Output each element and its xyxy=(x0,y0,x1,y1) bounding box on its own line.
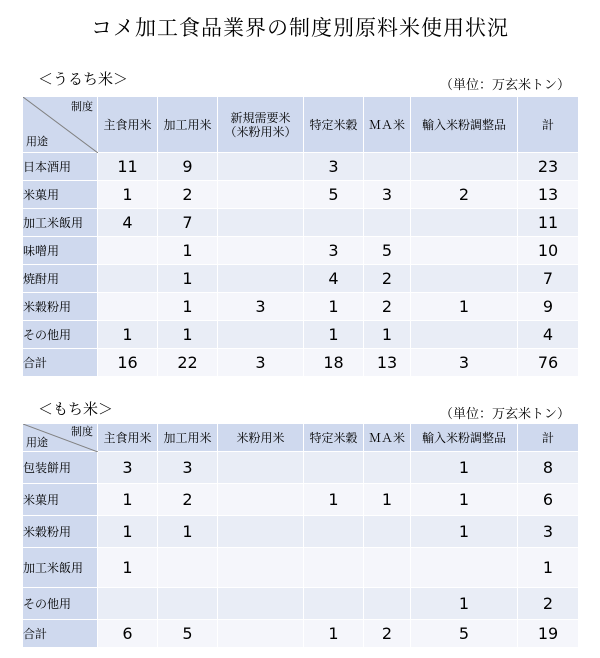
table-cell: 6 xyxy=(518,484,579,516)
table-row xyxy=(23,516,579,548)
table-cell xyxy=(158,588,218,620)
table-cell: 1 xyxy=(411,293,518,321)
table-cell: 10 xyxy=(518,237,579,265)
table-cell: 8 xyxy=(518,452,579,484)
corner-header xyxy=(23,424,98,452)
column-header: 米粉用米 xyxy=(218,424,304,452)
row-label: 焼酎用 xyxy=(23,265,98,293)
table-cell: 1 xyxy=(304,293,364,321)
table-cell: 3 xyxy=(218,293,304,321)
column-header: 新規需要米 （米粉用米） xyxy=(218,97,304,153)
row-label: 日本酒用 xyxy=(23,153,98,181)
table-cell: 19 xyxy=(518,620,579,648)
table-cell: 1 xyxy=(304,484,364,516)
row-label: 合計 xyxy=(23,620,98,648)
corner-bottom-label: 用途 xyxy=(26,135,48,148)
table-cell: 11 xyxy=(518,209,579,237)
table-cell: 16 xyxy=(98,349,158,377)
table-cell: 3 xyxy=(518,516,579,548)
uruchi-unit-note: （単位：万玄米トン） xyxy=(439,78,570,93)
table-cell xyxy=(218,321,304,349)
table-cell xyxy=(411,153,518,181)
table-cell xyxy=(98,588,158,620)
row-label: 包装餅用 xyxy=(23,452,98,484)
column-header: 特定米穀 xyxy=(304,97,364,153)
table-cell xyxy=(304,209,364,237)
table-cell: 3 xyxy=(218,349,304,377)
table-cell: 5 xyxy=(411,620,518,648)
table-cell: 1 xyxy=(411,588,518,620)
uruchi-section-label: ＜うるち米＞ xyxy=(38,70,129,88)
table-cell: 11 xyxy=(98,153,158,181)
table-row xyxy=(23,588,579,620)
table-cell xyxy=(98,237,158,265)
table-cell xyxy=(218,548,304,588)
table-cell: 3 xyxy=(364,181,411,209)
column-header: ＭＡ米 xyxy=(364,424,411,452)
corner-bottom-label: 用途 xyxy=(26,436,48,449)
row-label: 加工米飯用 xyxy=(23,209,98,237)
table-cell: 3 xyxy=(304,153,364,181)
table-row xyxy=(23,548,579,588)
table-row xyxy=(23,321,579,349)
table-cell: 3 xyxy=(304,237,364,265)
table-cell: 3 xyxy=(411,349,518,377)
column-header: 計 xyxy=(518,97,579,153)
table-cell: 3 xyxy=(158,452,218,484)
table-cell: 22 xyxy=(158,349,218,377)
table-cell: 5 xyxy=(158,620,218,648)
column-header: 主食用米 xyxy=(98,97,158,153)
corner-top-label: 制度 xyxy=(71,425,93,438)
table-cell xyxy=(364,209,411,237)
table-cell: 1 xyxy=(411,484,518,516)
table-cell xyxy=(218,620,304,648)
table-cell: 5 xyxy=(364,237,411,265)
table-row xyxy=(23,620,579,648)
table-row xyxy=(23,181,579,209)
table-cell: 1 xyxy=(158,237,218,265)
table-cell: 1 xyxy=(364,321,411,349)
row-label: 加工米飯用 xyxy=(23,548,98,588)
column-header: 加工用米 xyxy=(158,97,218,153)
column-header: 主食用米 xyxy=(98,424,158,452)
table-cell: 2 xyxy=(411,181,518,209)
table-cell xyxy=(304,452,364,484)
table-cell xyxy=(411,209,518,237)
row-label: その他用 xyxy=(23,321,98,349)
table-cell xyxy=(304,548,364,588)
row-label: 米穀粉用 xyxy=(23,516,98,548)
table-row xyxy=(23,265,579,293)
table-row xyxy=(23,153,579,181)
table-cell: 1 xyxy=(364,484,411,516)
column-header: 輸入米粉調整品 xyxy=(411,97,518,153)
corner-header xyxy=(23,97,98,153)
table-cell: 7 xyxy=(158,209,218,237)
row-label: 米菓用 xyxy=(23,181,98,209)
row-label: 米菓用 xyxy=(23,484,98,516)
table-cell xyxy=(364,588,411,620)
row-label: 米穀粉用 xyxy=(23,293,98,321)
table-cell xyxy=(218,153,304,181)
table-row xyxy=(23,237,579,265)
table-cell: 23 xyxy=(518,153,579,181)
mochi-unit-note: （単位：万玄米トン） xyxy=(439,407,570,422)
table-cell: 1 xyxy=(98,181,158,209)
table-cell: 1 xyxy=(158,265,218,293)
table-cell xyxy=(218,484,304,516)
table-cell: 5 xyxy=(304,181,364,209)
mochi-section-label: ＜もち米＞ xyxy=(38,400,114,418)
table-cell: 1 xyxy=(98,321,158,349)
row-label: 味噌用 xyxy=(23,237,98,265)
column-header: 計 xyxy=(518,424,579,452)
table-cell xyxy=(304,588,364,620)
uruchi-table xyxy=(22,96,579,377)
table-cell: 2 xyxy=(518,588,579,620)
table-cell xyxy=(364,516,411,548)
table-cell xyxy=(411,265,518,293)
table-cell: 1 xyxy=(411,516,518,548)
table-cell: 1 xyxy=(304,321,364,349)
table-cell: 9 xyxy=(158,153,218,181)
table-cell xyxy=(304,516,364,548)
column-header: 特定米穀 xyxy=(304,424,364,452)
row-label: 合計 xyxy=(23,349,98,377)
table-cell xyxy=(411,548,518,588)
table-cell: 18 xyxy=(304,349,364,377)
table-row xyxy=(23,349,579,377)
table-cell xyxy=(98,265,158,293)
table-cell xyxy=(364,153,411,181)
table-cell xyxy=(218,237,304,265)
table-cell: 6 xyxy=(98,620,158,648)
table-cell xyxy=(364,548,411,588)
table-cell: 2 xyxy=(364,265,411,293)
table-cell: 13 xyxy=(364,349,411,377)
table-cell xyxy=(218,181,304,209)
table-cell: 9 xyxy=(518,293,579,321)
table-cell: 4 xyxy=(518,321,579,349)
table-cell xyxy=(411,321,518,349)
table-cell xyxy=(411,237,518,265)
table-cell xyxy=(364,452,411,484)
table-cell: 2 xyxy=(364,620,411,648)
page-title: コメ加工食品業界の制度別原料米使用状況 xyxy=(91,16,509,40)
table-row xyxy=(23,484,579,516)
table-cell xyxy=(98,293,158,321)
table-row xyxy=(23,209,579,237)
table-cell xyxy=(218,265,304,293)
table-cell: 1 xyxy=(98,516,158,548)
row-label: その他用 xyxy=(23,588,98,620)
table-cell: 1 xyxy=(518,548,579,588)
mochi-table xyxy=(22,423,579,648)
table-cell: 2 xyxy=(158,484,218,516)
column-header: 加工用米 xyxy=(158,424,218,452)
table-cell: 1 xyxy=(158,516,218,548)
column-header: 輸入米粉調整品 xyxy=(411,424,518,452)
table-cell: 4 xyxy=(304,265,364,293)
table-cell xyxy=(218,452,304,484)
table-cell: 3 xyxy=(98,452,158,484)
column-header: ＭＡ米 xyxy=(364,97,411,153)
table-cell: 1 xyxy=(98,484,158,516)
table-cell: 13 xyxy=(518,181,579,209)
table-cell xyxy=(158,548,218,588)
table-cell: 1 xyxy=(411,452,518,484)
table-cell xyxy=(218,588,304,620)
table-cell: 2 xyxy=(158,181,218,209)
table-cell: 2 xyxy=(364,293,411,321)
table-cell: 1 xyxy=(304,620,364,648)
table-cell: 4 xyxy=(98,209,158,237)
table-cell: 1 xyxy=(158,321,218,349)
table-cell: 1 xyxy=(98,548,158,588)
table-cell: 7 xyxy=(518,265,579,293)
table-cell xyxy=(218,516,304,548)
table-cell xyxy=(218,209,304,237)
corner-top-label: 制度 xyxy=(71,100,93,113)
table-cell: 1 xyxy=(158,293,218,321)
table-cell: 76 xyxy=(518,349,579,377)
table-row xyxy=(23,293,579,321)
table-row xyxy=(23,452,579,484)
